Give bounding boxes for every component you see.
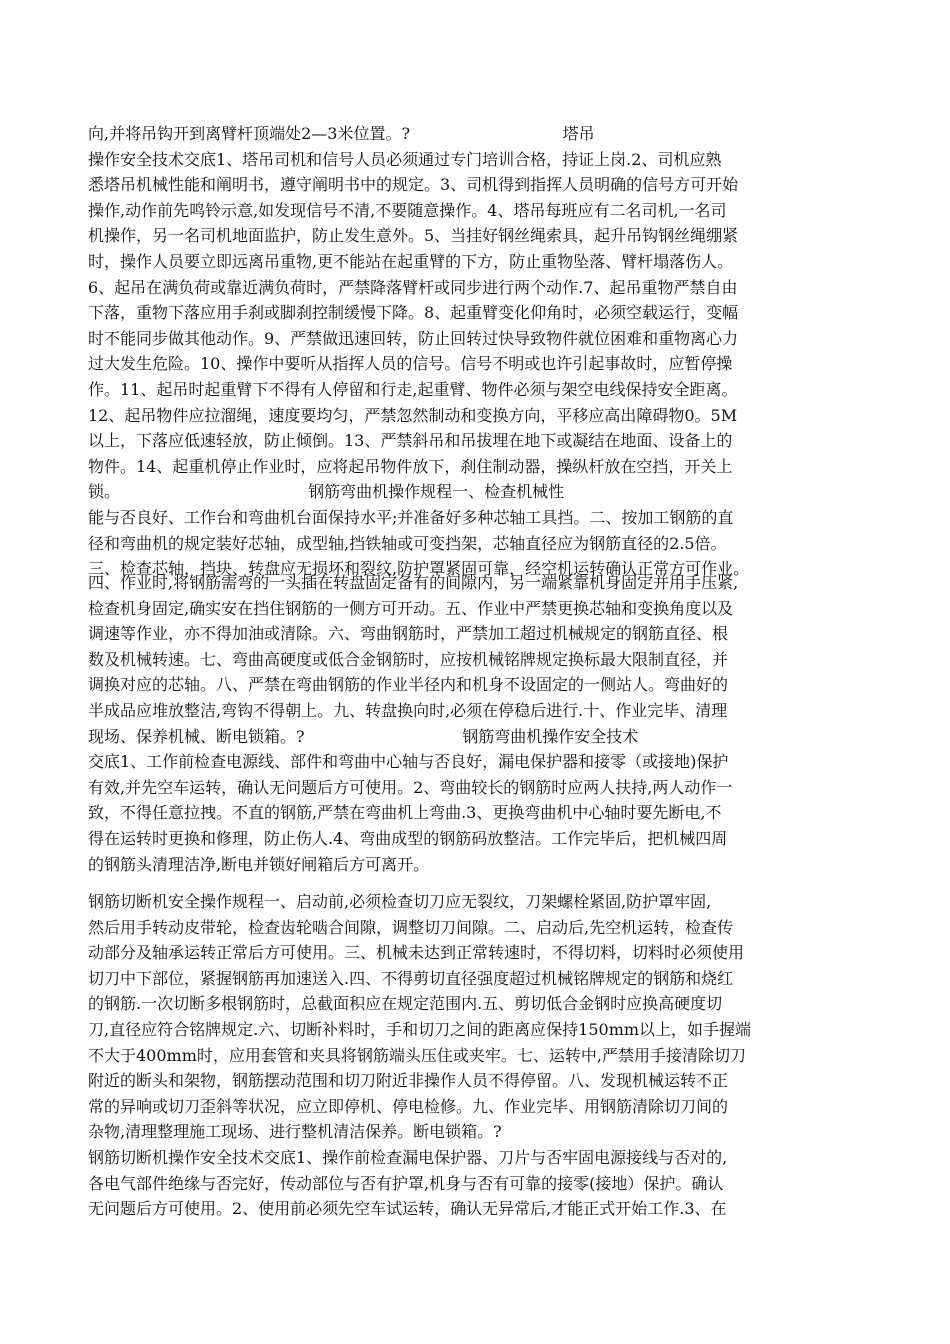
text-line: 物件。14、起重机停止作业时，应将起吊物件放下，刹住制动器，操纵杆放在空挡，开关上	[88, 456, 733, 476]
text-line: 各电气部件绝缘与否完好，传动部位与否有护罩,机身与否有可靠的接零(接地）保护。确认	[88, 1173, 724, 1193]
text-line: 交底1、工作前检查电源线、部件和弯曲中心轴与否良好，漏电保护器和接零（或接地)保护	[88, 752, 729, 772]
text-line: 时，操作人员要立即远离吊重物,更不能站在起重臂的下方，防止重物坠落、臂杆塌落伤人。	[88, 251, 734, 271]
text-line: 作。11、起吊时起重臂下不得有人停留和行走,起重臂、物件必须与架空电线保持安全距离。	[88, 379, 738, 399]
text-line: 悉塔吊机械性能和阐明书，遵守阐明书中的规定。3、司机得到指挥人员明确的信号方可开始	[88, 175, 739, 195]
text-block-bending-machine	[88, 570, 868, 877]
text-line: 以上，下落应低速轻放，防止倾倒。13、严禁斜吊和吊拔埋在地下或凝结在地面、设备上的	[88, 431, 733, 451]
text-line: 有效,并先空车运转，确认无问题后方可使用。2、弯曲较长的钢筋时应两人扶持,两人动作一	[88, 777, 733, 797]
text-line: 12、起吊物件应拉溜绳，速度要均匀，严禁忽然制动和变换方向，平移应高出障碍物0。5M	[88, 405, 738, 425]
text-line: 钢筋切断机安全操作规程一、启动前,必须检查切刀应无裂纹，刀架螺栓紧固,防护罩牢固,	[88, 892, 712, 911]
text-line: 钢筋切断机操作安全技术交底1、操作前检查漏电保护器、刀片与否牢固电源接线与否对的,	[88, 1147, 728, 1167]
text-line: 四、作业时,将钢筋需弯的一头插在转盘固定备有的间隙内，另一端紧靠机身固定并用手压紧,	[88, 573, 739, 592]
document-page	[88, 0, 868, 1344]
text-line: 得在运转时更换和修理，防止伤人.4、弯曲成型的钢筋码放整洁。工作完毕后，把机械四周	[88, 828, 728, 848]
text-line: 操作,动作前先鸣铃示意,如发现信号不清,不要随意操作。4、塔吊每班应有二名司机,一名司	[88, 200, 727, 220]
text-line: 时不能同步做其他动作。9、严禁做迅速回转，防止回转过快导致物件就位困难和重物离心力	[88, 328, 739, 348]
text-block-cutting-machine	[88, 889, 868, 1222]
text-line: 机操作，另一名司机地面监护，防止发生意外。5、当挂好钢丝绳索具，起升吊钩钢丝绳绷紧	[88, 226, 739, 246]
text-line: 下落，重物下落应用手刹或脚刹控制缓慢下降。8、起重臂变化仰角时，必须空载运行，变幅	[88, 303, 739, 323]
text-line: 动部分及轴承运转正常后方可使用。三、机械未达到正常转速时，不得切料，切料时必须使用	[88, 943, 745, 963]
text-line: 常的异响或切刀歪斜等状况，应立即停机、停电检修。九、作业完毕、用钢筋清除切刀间的	[88, 1096, 729, 1116]
text-line: 6、起吊在满负荷或靠近满负荷时，严禁降落臂杆或同步进行两个动作.7、起吊重物严禁自由	[88, 277, 738, 297]
text-line: 切刀中下部位，紧握钢筋再加速送入.四、不得剪切直径强度超过机械铭牌规定的钢筋和烧红	[88, 968, 734, 988]
text-line: 径和弯曲机的规定装好芯轴，成型轴,挡铁轴或可变挡架，芯轴直径应为钢筋直径的2.5倍。	[88, 533, 727, 553]
text-line: 调速等作业，亦不得加油或清除。六、弯曲钢筋时，严禁加工超过机械规定的钢筋直径、根	[88, 624, 729, 644]
text-line: 的钢筋头清理洁净,断电并锁好闸箱后方可离开。	[88, 854, 430, 874]
text-line: 的钢筋.一次切断多根钢筋时，总截面积应在规定范围内.五、剪切低合金钢时应换高硬度切	[88, 994, 723, 1014]
text-line: 然后用手转动皮带轮，检查齿轮啮合间隙，调整切刀间隙。二、启动后,先空机运转，检查传	[88, 917, 734, 937]
text-line: 数及机械转速。七、弯曲高硬度或低合金钢筋时，应按机械铭牌规定换标最大限制直径，并	[88, 649, 729, 669]
text-line: 无问题后方可使用。2、使用前必须先空车试运转，确认无异常后,才能正式开始工作.3、在	[88, 1199, 727, 1219]
text-line: 操作安全技术交底1、塔吊司机和信号人员必须通过专门培训合格，持证上岗.2、司机应熟	[88, 149, 722, 169]
text-line: 能与否良好、工作台和弯曲机台面保持水平;并准备好多种芯轴工具挡。二、按加工钢筋的直	[88, 507, 734, 527]
text-line: 调换对应的芯轴。八、严禁在弯曲钢筋的作业半径内和机身不设固定的一侧站人。弯曲好的	[88, 675, 729, 695]
text-block-tower-crane	[88, 121, 868, 582]
text-line: 附近的断头和架物，钢筋摆动范围和切刀附近非操作人员不得停留。八、发现机械运转不正	[88, 1071, 729, 1091]
text-line: 三、检查芯轴，挡块、转盘应无损坏和裂纹,防护罩紧固可靠，经空机运转确认正常方可作业。	[88, 559, 750, 579]
text-line: 过大发生危险。10、操作中要听从指挥人员的信号。信号不明或也许引起事故时，应暂停操	[88, 354, 733, 374]
text-line: 现场、保养机械、断电锁箱。? 钢筋弯曲机操作安全技术	[88, 726, 639, 746]
text-line: 锁。 钢筋弯曲机操作规程一、检查机械性	[88, 482, 565, 502]
text-line: 不大于400mm时，应用套管和夹具将钢筋端头压住或夹牢。七、运转中,严禁用手接清除切刀	[88, 1045, 746, 1065]
text-line: 半成品应堆放整洁,弯钩不得朝上。九、转盘换向时,必须在停稳后进行.十、作业完毕、清理	[88, 700, 728, 720]
text-line: 致，不得任意拉拽。不直的钢筋,严禁在弯曲机上弯曲.3、更换弯曲机中心轴时要先断电,不	[88, 803, 722, 823]
text-line: 向,并将吊钩开到离臂杆顶端处2—3米位置。? 塔吊	[88, 124, 595, 143]
text-line: 检查机身固定,确实安在挡住钢筋的一侧方可开动。五、作业中严禁更换芯轴和变换角度以及	[88, 598, 734, 618]
text-line: 刀,直径应符合铭牌规定.六、切断补料时，手和切刀之间的距离应保持150mm以上，如手握端	[88, 1019, 752, 1039]
text-line: 杂物,清理整理施工现场、进行整机清洁保养。断电锁箱。?	[88, 1122, 502, 1142]
